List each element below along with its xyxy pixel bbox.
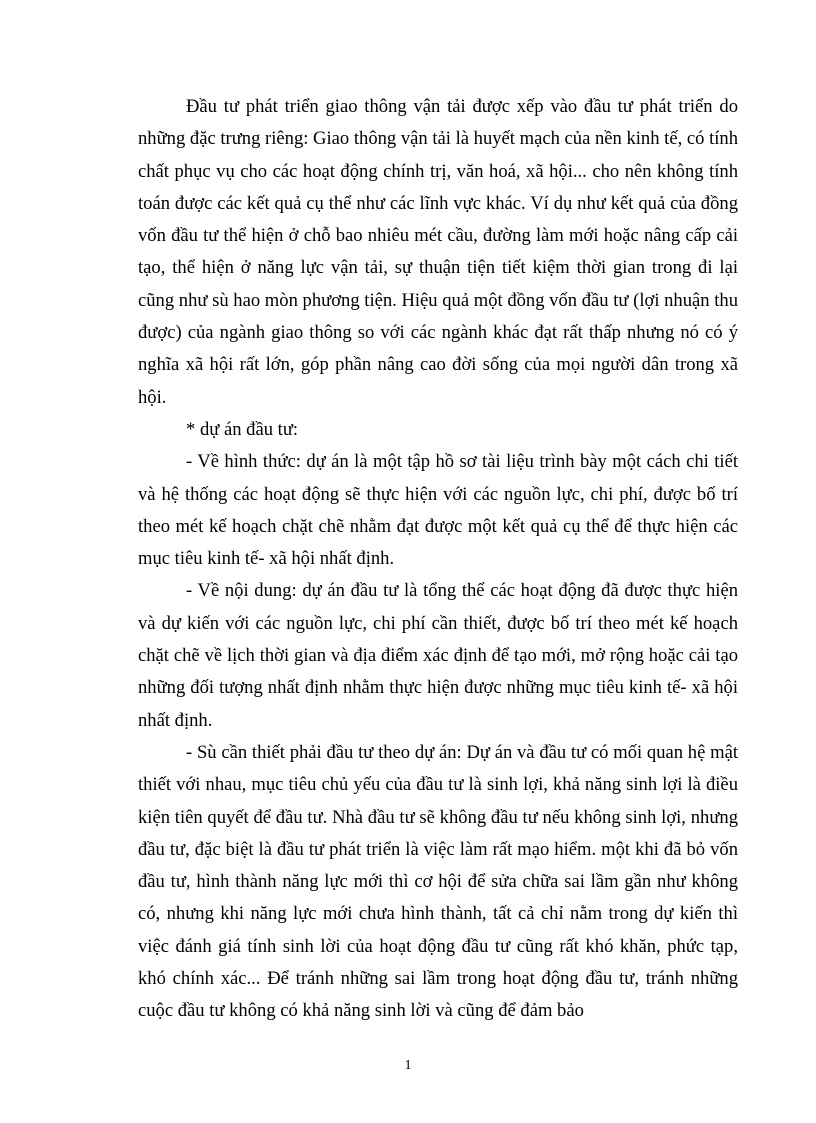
paragraph-transport-investment: Đầu tư phát triển giao thông vận tải được xếp vào đầu tư phát triển do những đặc trưng riêng: Giao thông vận tải là huyết mạch của nền kinh tế, có tính chất phục vụ cho các hoạt động chính trị, văn hoá, xã hội... cho nên không tính toán được các kết quả cụ thể như các lĩnh vực khác. Ví dụ như kết quả của đồng vốn đầu tư thể hiện ở chỗ bao nhiêu mét cầu, đường làm mới hoặc nâng cấp cải tạo, thể hiện ở năng lực vận tải, sự thuận tiện tiết kiệm thời gian trong đi lại cũng như sù hao mòn phương tiện. Hiệu quả một đồng vốn đầu tư (lợi nhuận thu được) của ngành giao thông so với các ngành khác đạt rất thấp nhưng nó có ý nghĩa xã hội rất lớn, góp phần nâng cao đời sống của mọi người dân trong xã hội. (138, 96, 739, 408)
paragraph-project-heading: * dự án đầu tư: (186, 418, 299, 440)
paragraph-necessity: - Sù cần thiết phải đầu tư theo dự án: Dự án và đầu tư có mối quan hệ mật thiết với nhau, mục tiêu chủ yếu của đầu tư là sinh lợi, khả năng sinh lợi là điều kiện tiên quyết để đầu tư. Nhà đầu tư sẽ không đầu tư nếu không sinh lợi, nhưng đầu tư, đặc biệt là đầu tư phát triển là việc làm rất mạo hiểm. một khi đã bỏ vốn đầu tư, hình thành năng lực mới thì cơ hội để sửa chữa sai lầm gần như không có, nhưng khi năng lực mới chưa hình thành, tất cả chỉ nằm trong dự kiến thì việc đánh giá tính sinh lời của hoạt động đầu tư cũng rất khó khăn, phức tạp, khó chính xác... Để tránh những sai lầm trong hoạt động đầu tư, tránh những cuộc đầu tư không có khả năng sinh lời và cũng để đảm bảo (138, 741, 738, 1022)
paragraph-form: - Về hình thức: dự án là một tập hồ sơ tài liệu trình bày một cách chi tiết và hệ thống các hoạt động sẽ thực hiện với các nguồn lực, chi phí, được bố trí theo mét kế hoạch chặt chẽ nhằm đạt được một kết quả cụ thể để thực hiện các mục tiêu kinh tế- xã hội nhất định. (138, 451, 738, 570)
page-number: 1 (404, 1058, 412, 1073)
page-body (138, 91, 738, 1028)
paragraph-content: - Về nội dung: dự án đầu tư là tổng thể các hoạt động đã được thực hiện và dự kiến với các nguồn lực, chi phí cần thiết, được bố trí theo mét kế hoạch chặt chẽ về lịch thời gian và địa điểm xác định để tạo mới, mở rộng hoặc cải tạo những đối tượng nhất định nhằm thực hiện được những mục tiêu kinh tế- xã hội nhất định. (138, 580, 738, 731)
